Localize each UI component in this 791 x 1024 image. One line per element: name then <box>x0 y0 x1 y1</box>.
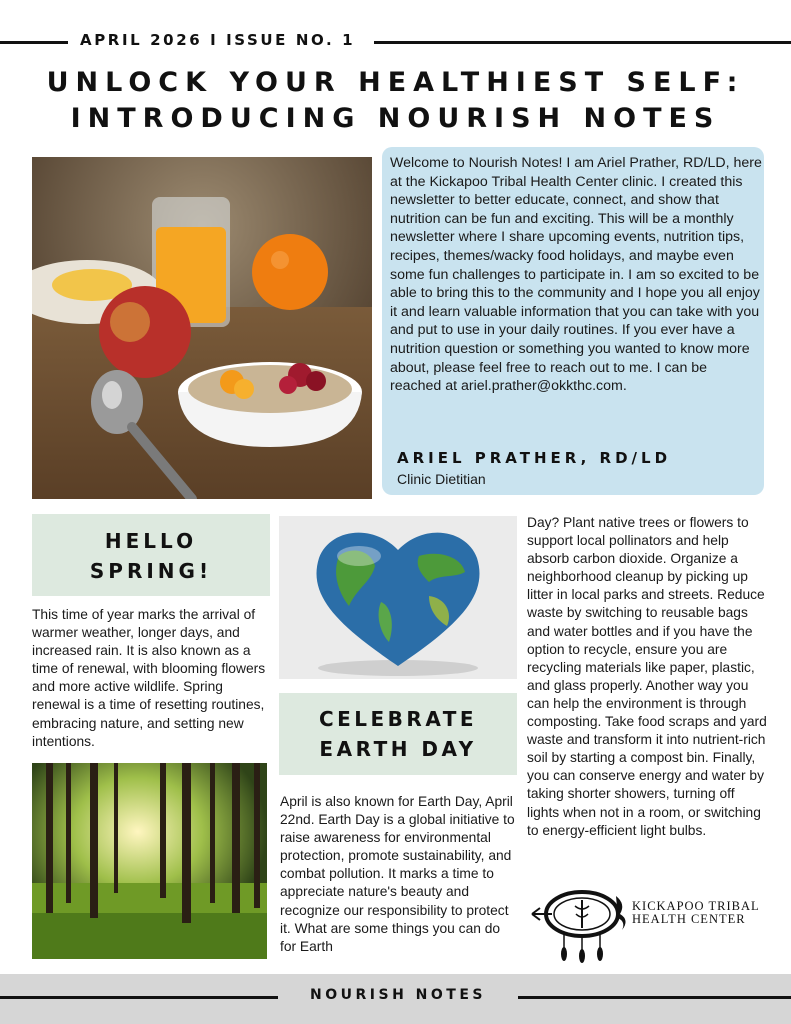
forest-photo <box>32 763 267 959</box>
logo-emblem-icon <box>530 884 630 964</box>
title-line-2: INTRODUCING NOURISH NOTES <box>70 103 721 134</box>
signature-name: ARIEL PRATHER, RD/LD <box>397 449 672 467</box>
logo-text <box>632 900 760 926</box>
welcome-text: Welcome to Nourish Notes! I am Ariel Prather, RD/LD, here at the Kickapoo Tribal Health Center clinic. I created this newsletter to better educate, connect, and show that nutrition can be fun and exciting. This will be a monthly newsletter where I share upcoming events, nutrition tips, recipes, themes/wacky food holidays, and maybe even some fun challenges to participate in. I am so excited to be able to bring this to the community and I hope you all enjoy it and learn valuable information that you can take with you and put to use in your daily routines. If you ever have a nutrition question or something you wanted to know more about, please feel free to reach out to me. I can be reached at ariel.prather@okkthc.com. <box>390 155 762 395</box>
earth-heart-illustration <box>279 516 517 679</box>
issue-label: APRIL 2026 I ISSUE NO. 1 <box>80 31 356 49</box>
breakfast-photo <box>32 157 372 499</box>
header-rule-left <box>0 41 68 44</box>
page-title <box>0 65 791 137</box>
spring-text: This time of year marks the arrival of warmer weather, longer days, and increased rain. It is also known as a time of renewal, with blooming flowers and more active wildlife. Spring renewal is a time of resetting routines, embracing nature, and setting new intentions. <box>32 607 266 749</box>
earth-day-text: April is also known for Earth Day, April 22nd. Earth Day is a global initiative to raise awareness for environmental protection, promote sustainability, and combat pollution. It marks a time to appreciate nature's beauty and recognize our responsibility to protect it. What are some things you can do for Earth <box>280 794 515 954</box>
earth-heart-photo <box>279 516 517 679</box>
title-line-1: UNLOCK YOUR HEALTHIEST SELF: <box>46 67 745 98</box>
earth-day-heading-line-1: CELEBRATE <box>318 707 478 731</box>
logo-text-line-2: HEALTH CENTER <box>632 912 746 926</box>
breakfast-illustration <box>32 157 372 499</box>
forest-illustration <box>32 763 267 959</box>
spring-heading-line-2: SPRING! <box>89 559 213 583</box>
earth-day-text-continued: Day? Plant native trees or flowers to support local pollinators and help absorb carbon dioxide. Organize a neighborhood cleanup by picking up litter in local parks and streets. Reduce waste by switching to reusable bags and water bottles and if you have the option to recycle, ensure you are recycling materials like paper, plastic, and glass properly. Another way you can help the environment is through composting. Take food scraps and yard waste and transform it into nutrient-rich soil by starting a compost bin. Finally, you can conserve energy and water by taking shorter showers, turning off lights when not in a room, or switching to energy-efficient light bulbs. <box>527 515 767 838</box>
signature-role: Clinic Dietitian <box>397 471 486 487</box>
footer-rule-right <box>518 996 791 999</box>
spring-heading-line-1: HELLO <box>104 529 198 553</box>
header-rule-right <box>374 41 791 44</box>
footer-title: NOURISH NOTES <box>310 987 486 1003</box>
spring-heading <box>32 526 270 586</box>
footer-rule-left <box>0 996 278 999</box>
logo-text-line-1: KICKAPOO TRIBAL <box>632 899 760 913</box>
earth-day-heading <box>279 704 517 764</box>
earth-day-heading-line-2: EARTH DAY <box>319 737 477 761</box>
